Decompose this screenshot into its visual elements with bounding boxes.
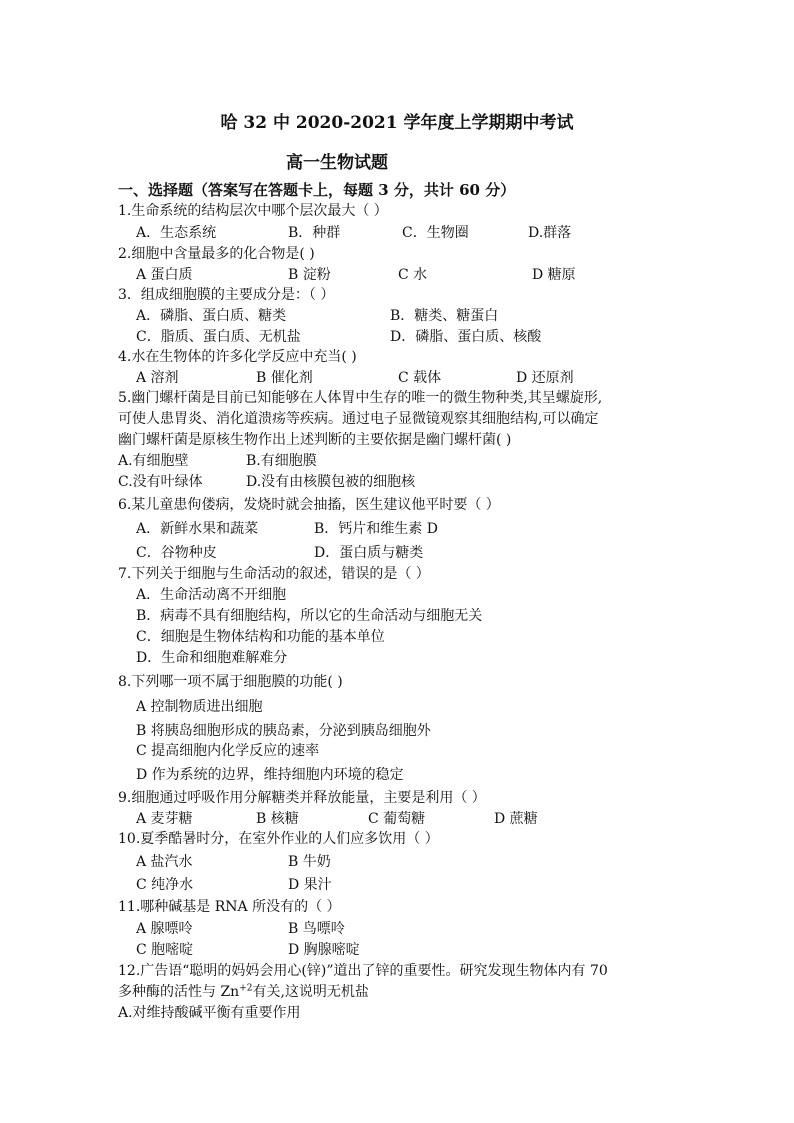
q9-option-b: B 核糖 [256,811,299,827]
q7-option-a: A．生命活动离不开细胞 [136,587,287,603]
q10-option-a: A 盐汽水 [136,854,193,870]
q1-option-c: C．生物圈 [402,225,469,241]
q7-option-d: D．生命和细胞难解难分 [136,650,288,666]
q11-option-d: D 胸腺嘧啶 [288,942,360,958]
q4-option-c: C 载体 [398,370,442,386]
question-8-stem: 8.下列哪一项不属于细胞膜的功能( ) [118,674,343,690]
q3-option-d: D．磷脂、蛋白质、核酸 [390,329,542,345]
q11-option-a: A 腺嘌呤 [136,921,193,937]
question-5-stem-line-3: 幽门螺杆菌是原核生物作出上述判断的主要依据是幽门螺杆菌( ) [118,432,512,448]
q6-option-b: B．钙片和维生素 D [314,521,438,537]
q6-option-a: A．新鲜水果和蔬菜 [136,521,259,537]
q9-option-c: C 葡萄糖 [368,811,426,827]
q12-option-a: A.对维持酸碱平衡有重要作用 [118,1005,301,1021]
section-heading: 一、选择题（答案写在答题卡上，每题 3 分，共计 60 分） [118,181,516,199]
q8-option-b: B 将胰岛细胞形成的胰岛素，分泌到胰岛细胞外 [136,723,431,739]
q12-line2-text-b: 有关,这说明无机盐 [252,984,369,1000]
q11-option-b: B 鸟嘌呤 [288,921,345,937]
question-5-stem-line-2: 可使人患胃炎、消化道溃疡等疾病。通过电子显微镜观察其细胞结构,可以确定 [118,411,599,427]
q5-option-c: C.没有叶绿体 [118,474,203,490]
q8-option-c: C 提高细胞内化学反应的速率 [136,743,320,759]
q9-option-a: A 麦芽糖 [136,811,193,827]
question-2-stem: 2.细胞中含量最多的化合物是( ) [118,246,315,262]
q3-option-c: C．脂质、蛋白质、无机盐 [136,329,301,345]
q6-option-c: C．谷物种皮 [136,545,217,561]
q12-zinc-charge: +2 [239,983,253,994]
q2-option-a: A 蛋白质 [136,267,193,283]
q12-line2-text-a: 多种酶的活性与 Zn [118,984,240,1000]
q2-option-b: B 淀粉 [288,267,331,283]
q1-option-a: A．生态系统 [136,225,217,241]
question-12-stem-line-1: 12.广告语“聪明的妈妈会用心(锌)”道出了锌的重要性。研究发现生物体内有 70 [118,963,608,979]
q7-option-b: B．病毒不具有细胞结构，所以它的生命活动与细胞无关 [136,608,483,624]
q1-option-b: B．种群 [288,225,341,241]
q10-option-b: B 牛奶 [288,854,331,870]
question-5-stem-line-1: 5.幽门螺杆菌是目前已知能够在人体胃中生存的唯一的微生物种类,其呈螺旋形, [118,390,603,406]
q2-option-d: D 糖原 [532,267,576,283]
q9-option-d: D 蔗糖 [494,811,538,827]
q5-option-b: B.有细胞膜 [246,453,317,469]
question-7-stem: 7.下列关于细胞与生命活动的叙述，错误的是（ ） [118,566,430,582]
q2-option-c: C 水 [398,267,428,283]
q10-option-c: C 纯净水 [136,877,194,893]
question-12-stem-line-2 [118,983,369,1001]
q3-option-a: A．磷脂、蛋白质、糖类 [136,308,287,324]
q1-option-d: D.群落 [528,225,572,241]
q5-option-d: D.没有由核膜包被的细胞核 [246,474,416,490]
exam-title: 哈 32 中 2020-2021 学年度上学期期中考试 [220,113,574,133]
question-10-stem: 10.夏季酷暑时分，在室外作业的人们应多饮用（ ） [118,831,439,847]
exam-subtitle: 高一生物试题 [286,153,388,173]
q5-option-a: A.有细胞壁 [118,453,189,469]
q4-option-b: B 催化剂 [256,370,313,386]
question-9-stem: 9.细胞通过呼吸作用分解糖类并释放能量，主要是利用（ ） [118,790,486,806]
q8-option-a: A 控制物质进出细胞 [136,699,263,715]
question-11-stem: 11.哪种碱基是 RNA 所没有的（ ） [118,899,341,915]
q3-option-b: B．糖类、糖蛋白 [390,308,499,324]
question-4-stem: 4.水在生物体的许多化学反应中充当( ) [118,349,357,365]
question-6-stem: 6.某儿童患佝偻病，发烧时就会抽搐，医生建议他平时要（ ） [118,497,500,513]
q11-option-c: C 胞嘧啶 [136,942,194,958]
q10-option-d: D 果汁 [288,877,332,893]
q8-option-d: D 作为系统的边界，维持细胞内环境的稳定 [136,767,404,783]
q4-option-d: D 还原剂 [516,370,574,386]
q4-option-a: A 溶剂 [136,370,179,386]
q6-option-d: D．蛋白质与糖类 [314,545,424,561]
q7-option-c: C．细胞是生物体结构和功能的基本单位 [136,629,385,645]
question-1-stem: 1.生命系统的结构层次中哪个层次最大（ ） [118,203,388,219]
question-3-stem: 3．组成细胞膜的主要成分是：（ ） [118,287,335,303]
